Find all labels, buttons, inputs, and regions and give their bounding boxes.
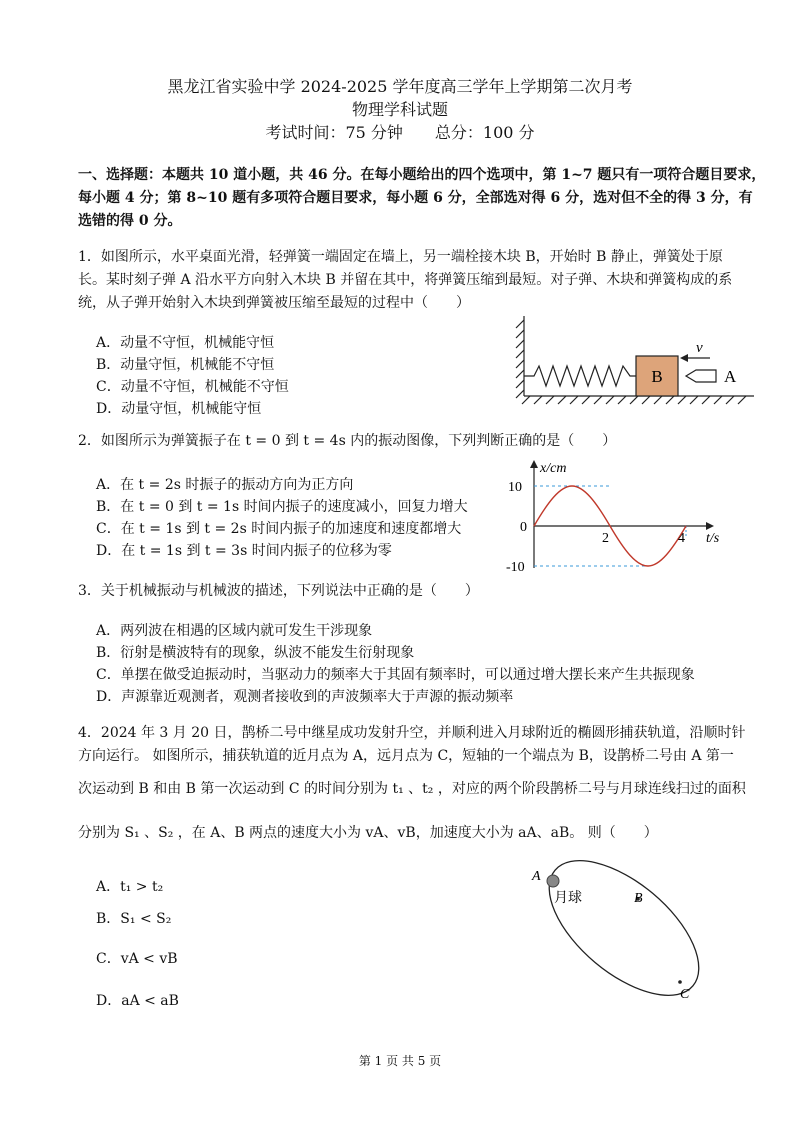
x-axis-label: t/s <box>706 531 720 546</box>
q3-option-b: B．衍射是横波特有的现象，纵波不能发生衍射现象 <box>96 645 415 661</box>
y-axis-label: x/cm <box>540 461 567 476</box>
q3-option-a: A．两列波在相遇的区域内就可发生干涉现象 <box>96 623 373 639</box>
label-b: B <box>634 891 643 906</box>
q1-option-a: A．动量不守恒，机械能守恒 <box>96 335 275 351</box>
page-footer: 第 1 页 共 5 页 <box>358 1054 442 1068</box>
q4-stem-line2: 方向运行。 如图所示，捕获轨道的近月点为 A，远月点为 C，短轴的一个端点为 B，设鹊桥二号由 A 第一 <box>78 748 734 764</box>
tick-0: 0 <box>520 520 527 535</box>
q4-stem-line4: 分别为 S₁ 、S₂ ，在 A、B 两点的速度大小为 vA、vB，加速度大小为 aA、aB。 则（ ） <box>78 825 658 841</box>
spring <box>524 366 636 386</box>
block-label: B <box>651 367 663 386</box>
q4-stem-line1: 4．2024 年 3 月 20 日，鹊桥二号中继星成功发射升空，并顺利进入月球附近的椭圆形捕获轨道，沿顺时针 <box>78 725 746 741</box>
q1-option-b: B．动量守恒，机械能不守恒 <box>96 357 275 373</box>
q1-stem-line1: 1．如图所示，水平桌面光滑，轻弹簧一端固定在墙上，另一端栓接木块 B，开始时 B 静止，弹簧处于原 <box>78 249 723 265</box>
tick-4: 4 <box>678 531 685 546</box>
exam-info: 考试时间：75 分钟 总分：100 分 <box>265 123 535 142</box>
q2-option-c: C．在 t = 1s 到 t = 2s 时间内振子的加速度和速度都增大 <box>96 521 462 537</box>
q2-option-a: A．在 t = 2s 时振子的振动方向为正方向 <box>96 477 354 493</box>
subject-title: 物理学科试题 <box>351 100 448 119</box>
q4-figure-orbit <box>520 856 730 1016</box>
wall <box>516 316 524 398</box>
q3-option-d: D．声源靠近观测者，观测者接收到的声波频率大于声源的振动频率 <box>96 689 514 705</box>
q4-option-a: A．t₁ > t₂ <box>96 879 164 895</box>
label-a: A <box>532 869 541 884</box>
point-c-dot <box>678 980 682 984</box>
q1-option-c: C．动量不守恒，机械能不守恒 <box>96 379 289 395</box>
q3-stem: 3．关于机械振动与机械波的描述，下列说法中正确的是（ ） <box>78 583 479 599</box>
velocity-arrow-head <box>680 354 688 362</box>
x-axis-arrow <box>706 522 714 530</box>
q3-option-c: C．单摆在做受迫振动时，当驱动力的频率大于其固有频率时，可以通过增大摆长来产生共振现象 <box>96 667 695 683</box>
tick-10: 10 <box>508 480 522 495</box>
q2-figure-vibration-graph <box>500 456 730 576</box>
moon-icon <box>547 875 559 887</box>
label-c: C <box>680 987 690 1002</box>
q2-stem: 2．如图所示为弹簧振子在 t = 0 到 t = 4s 内的振动图像，下列判断正确的是（ ） <box>78 433 617 449</box>
q2-option-b: B．在 t = 0 到 t = 1s 时间内振子的速度减小，回复力增大 <box>96 499 468 515</box>
section-instructions-line2: 每小题 4 分；第 8~10 题有多项符合题目要求，每小题 6 分，全部选对得 6 分，选对但不全的得 3 分，有 <box>78 190 753 206</box>
q1-stem-line3: 统，从子弹开始射入木块到弹簧被压缩至最短的过程中（ ） <box>78 295 470 311</box>
velocity-label: v <box>696 340 703 356</box>
moon-label: 月球 <box>554 891 582 906</box>
exam-title: 黑龙江省实验中学 2024-2025 学年度高三学年上学期第二次月考 <box>167 77 633 96</box>
q4-option-d: D．aA < aB <box>96 993 179 1009</box>
q2-option-d: D．在 t = 1s 到 t = 3s 时间内振子的位移为零 <box>96 543 392 559</box>
q4-stem-line3: 次运动到 B 和由 B 第一次运动到 C 的时间分别为 t₁ 、t₂ ，对应的两个阶段鹊桥二号与月球连线扫过的面积 <box>78 781 746 797</box>
y-axis-arrow <box>530 460 538 468</box>
tick-neg10: -10 <box>506 560 525 575</box>
q4-option-b: B．S₁ < S₂ <box>96 911 172 927</box>
tick-2: 2 <box>602 531 609 546</box>
bullet-a <box>686 370 716 382</box>
q1-option-d: D．动量守恒，机械能守恒 <box>96 401 262 417</box>
section-instructions-line1: 一、选择题：本题共 10 道小题，共 46 分。在每小题给出的四个选项中，第 1~7 题只有一项符合题目要求， <box>78 167 766 183</box>
section-instructions-line3: 选错的得 0 分。 <box>78 213 182 229</box>
bullet-label: A <box>724 367 737 386</box>
floor <box>522 396 754 404</box>
q1-figure-spring-block <box>514 312 774 412</box>
q1-stem-line2: 长。某时刻子弹 A 沿水平方向射入木块 B 并留在其中，将弹簧压缩到最短。对子弹、木块和弹簧构成的系 <box>78 272 733 288</box>
q4-option-c: C．vA < vB <box>96 951 178 967</box>
